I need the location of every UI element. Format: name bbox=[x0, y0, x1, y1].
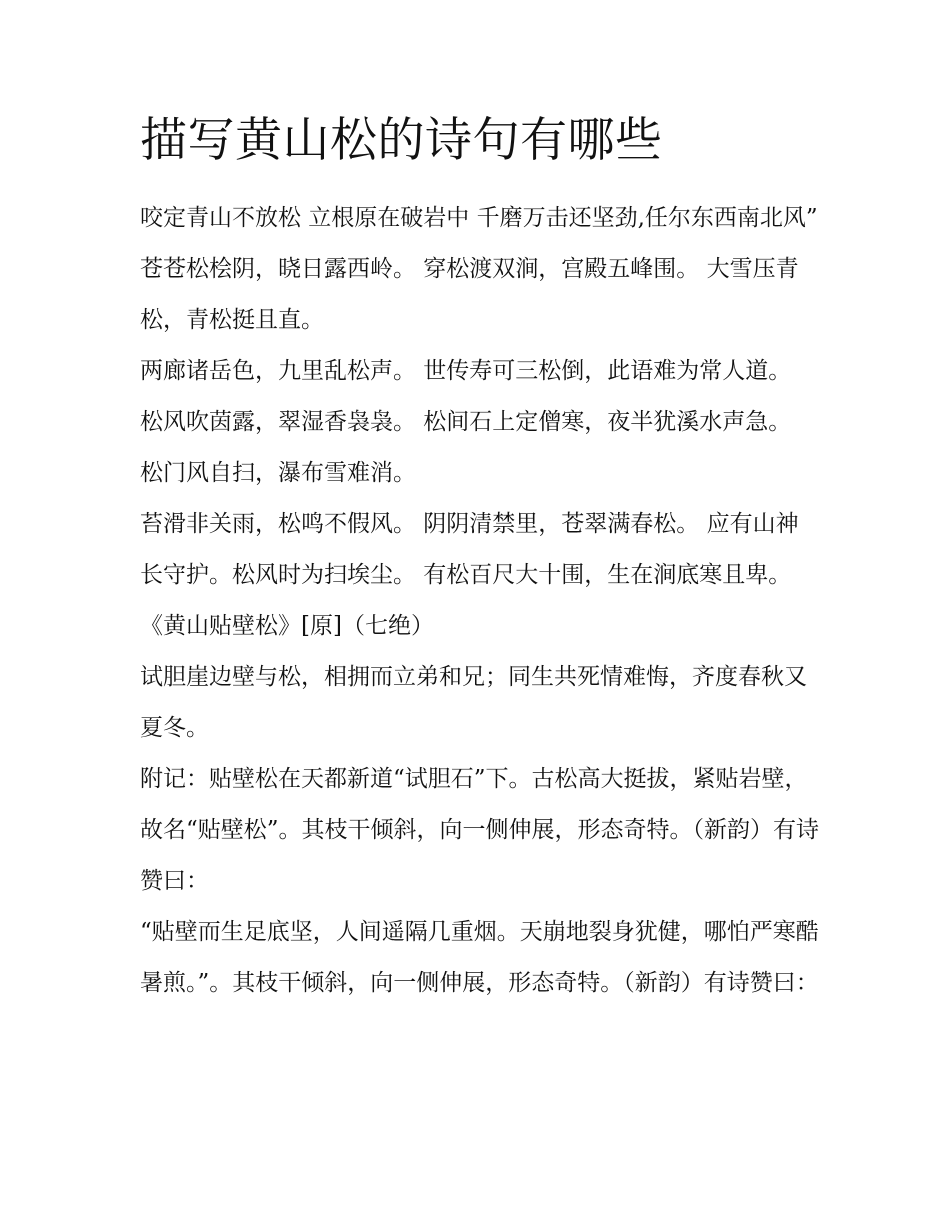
paragraph-6: “贴壁而生足底坚，人间遥隔几重烟。天崩地裂身犹健，哪怕严寒酷暑煎。”。其枝干倾斜，向一侧伸展，形态奇特。（新韵）有诗赞曰： bbox=[140, 918, 819, 996]
paragraph-4: 试胆崖边壁与松，相拥而立弟和兄；同生共死情难悔，齐度春秋又夏冬。 bbox=[140, 663, 807, 741]
paragraph-3: 苔滑非关雨，松鸣不假风。 阴阴清禁里，苍翠满春松。 应有山神长守护。松风时为扫埃尘。 有松百尺大十围，生在涧底寒且卑。 《黄山贴壁松》[原]（七绝） bbox=[140, 510, 799, 639]
paragraph-2: 两廊诸岳色，九里乱松声。 世传寿可三松倒，此语难为常人道。 松风吹茵露，翠湿香袅袅。 松间石上定僧寒，夜半犹溪水声急。 松门风自扫，瀑布雪难消。 bbox=[140, 357, 792, 486]
document-title: 描写黄山松的诗句有哪些 bbox=[140, 113, 663, 168]
document-page bbox=[140, 112, 820, 1009]
paragraph-1: 咬定青山不放松 立根原在破岩中 千磨万击还坚劲,任尔东西南北风” 苍苍松桧阴，晓日露西岭。 穿松渡双涧，宫殿五峰围。 大雪压青松，青松挺且直。 bbox=[140, 204, 818, 333]
paragraph-5: 附记：贴壁松在天都新道“试胆石”下。古松高大挺拔，紧贴岩壁，故名“贴壁松”。其枝干倾斜，向一侧伸展，形态奇特。（新韵）有诗赞曰： bbox=[140, 765, 820, 894]
